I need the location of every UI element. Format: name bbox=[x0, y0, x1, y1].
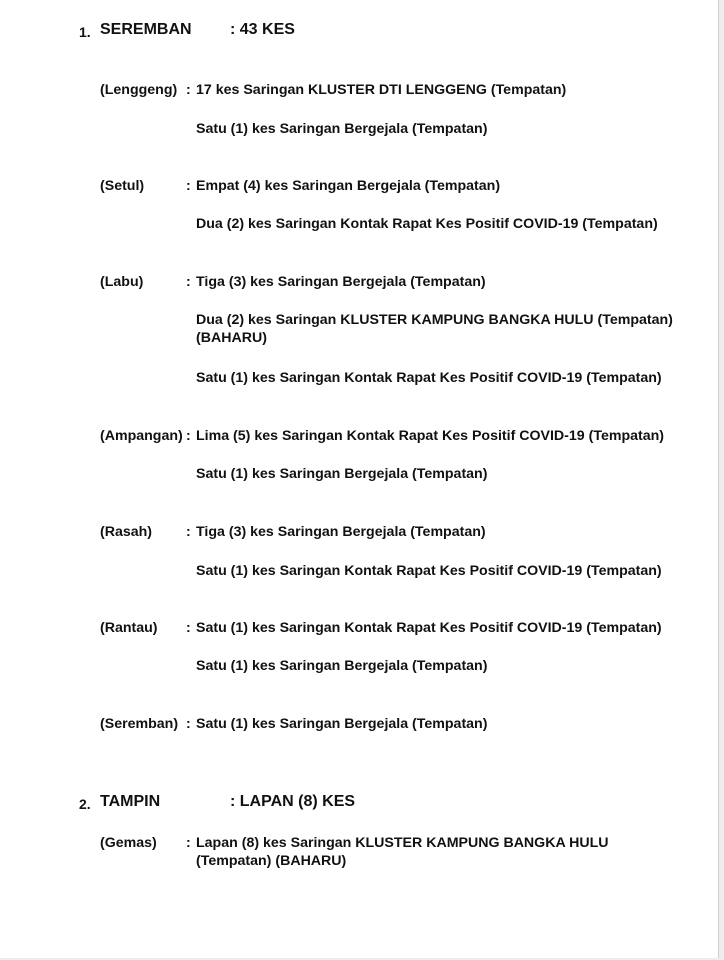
entry-colon: : bbox=[186, 524, 191, 540]
entry-colon: : bbox=[186, 428, 191, 444]
entry-line: Satu (1) kes Saringan Bergejala (Tempatan) bbox=[196, 121, 488, 137]
entry-line: (Tempatan) (BAHARU) bbox=[196, 853, 347, 869]
entry-colon: : bbox=[186, 620, 191, 636]
entry-location: (Gemas) bbox=[100, 835, 157, 851]
entry-rasah bbox=[0, 524, 718, 544]
entry-ampangan bbox=[0, 428, 718, 448]
entry-line: Lapan (8) kes Saringan KLUSTER KAMPUNG BANGKA HULU bbox=[196, 835, 609, 851]
entry-line: Satu (1) kes Saringan Bergejala (Tempatan) bbox=[196, 658, 488, 674]
entry-labu-line-4 bbox=[0, 370, 718, 390]
entry-rasah-line-2 bbox=[0, 563, 718, 583]
entry-line: 17 kes Saringan KLUSTER DTI LENGGENG (Tempatan) bbox=[196, 82, 567, 98]
entry-seremban bbox=[0, 716, 718, 736]
entry-line: (BAHARU) bbox=[196, 330, 267, 346]
entry-line: Satu (1) kes Saringan Kontak Rapat Kes Positif COVID-19 (Tempatan) bbox=[196, 563, 662, 579]
entry-location: (Lenggeng) bbox=[100, 82, 178, 98]
entry-ampangan-line-2 bbox=[0, 466, 718, 486]
entry-line: Tiga (3) kes Saringan Bergejala (Tempatan) bbox=[196, 274, 486, 290]
section-name: TAMPIN bbox=[100, 793, 161, 810]
entry-colon: : bbox=[186, 274, 191, 290]
entry-location: (Rantau) bbox=[100, 620, 158, 636]
entry-colon: : bbox=[186, 178, 191, 194]
entry-colon: : bbox=[186, 835, 191, 851]
entry-line: Tiga (3) kes Saringan Bergejala (Tempatan) bbox=[196, 524, 486, 540]
entry-setul-line-2 bbox=[0, 216, 718, 236]
entry-line: Satu (1) kes Saringan Bergejala (Tempatan) bbox=[196, 466, 488, 482]
entry-line: Satu (1) kes Saringan Kontak Rapat Kes Positif COVID-19 (Tempatan) bbox=[196, 370, 662, 386]
section-number: 2. bbox=[79, 796, 91, 812]
entry-colon: : bbox=[186, 716, 191, 732]
entry-location: (Labu) bbox=[100, 274, 144, 290]
entry-line: Satu (1) kes Saringan Bergejala (Tempatan) bbox=[196, 716, 488, 732]
entry-line: Dua (2) kes Saringan Kontak Rapat Kes Positif COVID-19 (Tempatan) bbox=[196, 216, 658, 232]
entry-line: Lima (5) kes Saringan Kontak Rapat Kes Positif COVID-19 (Tempatan) bbox=[196, 428, 665, 444]
entry-line: Dua (2) kes Saringan KLUSTER KAMPUNG BANGKA HULU (Tempatan) bbox=[196, 312, 673, 328]
entry-location: (Rasah) bbox=[100, 524, 153, 540]
entry-line: Satu (1) kes Saringan Kontak Rapat Kes Positif COVID-19 (Tempatan) bbox=[196, 620, 662, 636]
entry-gemas bbox=[0, 835, 718, 875]
entry-setul bbox=[0, 178, 718, 198]
section-name: SEREMBAN bbox=[100, 21, 192, 38]
entry-lenggeng-line-2 bbox=[0, 121, 718, 141]
section-count: : LAPAN (8) KES bbox=[230, 793, 356, 810]
entry-line: Empat (4) kes Saringan Bergejala (Tempatan) bbox=[196, 178, 501, 194]
entry-labu-line-2 bbox=[0, 312, 718, 352]
entry-colon: : bbox=[186, 82, 191, 98]
entry-rantau-line-2 bbox=[0, 658, 718, 678]
entry-lenggeng bbox=[0, 82, 718, 102]
entry-labu bbox=[0, 274, 718, 294]
entry-location: (Seremban) bbox=[100, 716, 179, 732]
section-number: 1. bbox=[79, 24, 91, 40]
entry-location: (Ampangan) bbox=[100, 428, 183, 444]
section-header-seremban bbox=[0, 22, 718, 46]
section-count: : 43 KES bbox=[230, 21, 295, 38]
section-header-tampin bbox=[0, 794, 718, 818]
entry-rantau bbox=[0, 620, 718, 640]
entry-location: (Setul) bbox=[100, 178, 145, 194]
